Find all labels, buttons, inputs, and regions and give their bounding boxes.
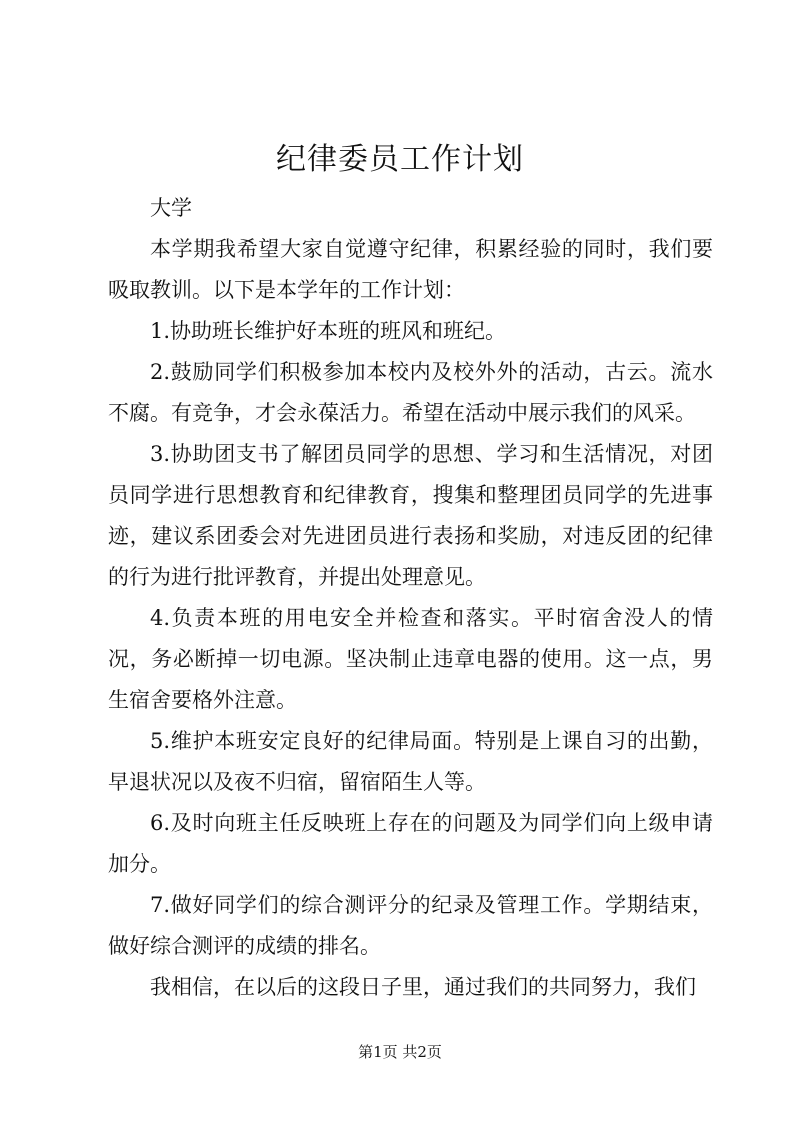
- paragraph-intro: 本学期我希望大家自觉遵守纪律，积累经验的同时，我们要吸取教训。以下是本学年的工作计划：: [108, 237, 713, 302]
- paragraph-school: 大学: [150, 196, 192, 220]
- paragraph-closing: 我相信，在以后的这段日子里，通过我们的共同努力，我们: [150, 975, 696, 999]
- paragraph-item-2: 2.鼓励同学们积极参加本校内及校外外的活动，古云。流水不腐。有竞争，才会永葆活力。希望在活动中展示我们的风采。: [108, 360, 713, 425]
- paragraph-item-6: 6.及时向班主任反映班上存在的问题及为同学们向上级申请加分。: [108, 811, 713, 876]
- paragraph-item-4: 4.负责本班的用电安全并检查和落实。平时宿舍没人的情况，务必断掉一切电源。坚决制止违章电器的使用。这一点，男生宿舍要格外注意。: [108, 606, 713, 712]
- paragraph-item-7: 7.做好同学们的综合测评分的纪录及管理工作。学期结束，做好综合测评的成绩的排名。: [108, 893, 713, 958]
- paragraph-item-5: 5.维护本班安定良好的纪律局面。特别是上课自习的出勤，早退状况以及夜不归宿，留宿陌生人等。: [108, 729, 713, 794]
- page-footer: 第1页 共2页: [358, 1043, 442, 1061]
- paragraph-item-3: 3.协助团支书了解团员同学的思想、学习和生活情况，对团员同学进行思想教育和纪律教育，搜集和整理团员同学的先进事迹，建议系团委会对先进团员进行表扬和奖励，对违反团的纪律的行为进行批评教育，并提出处理意见。: [108, 442, 713, 589]
- document-body: [108, 188, 713, 1008]
- page-title: 纪律委员工作计划: [276, 142, 524, 177]
- paragraph-item-1: 1.协助班长维护好本班的班风和班纪。: [150, 319, 507, 343]
